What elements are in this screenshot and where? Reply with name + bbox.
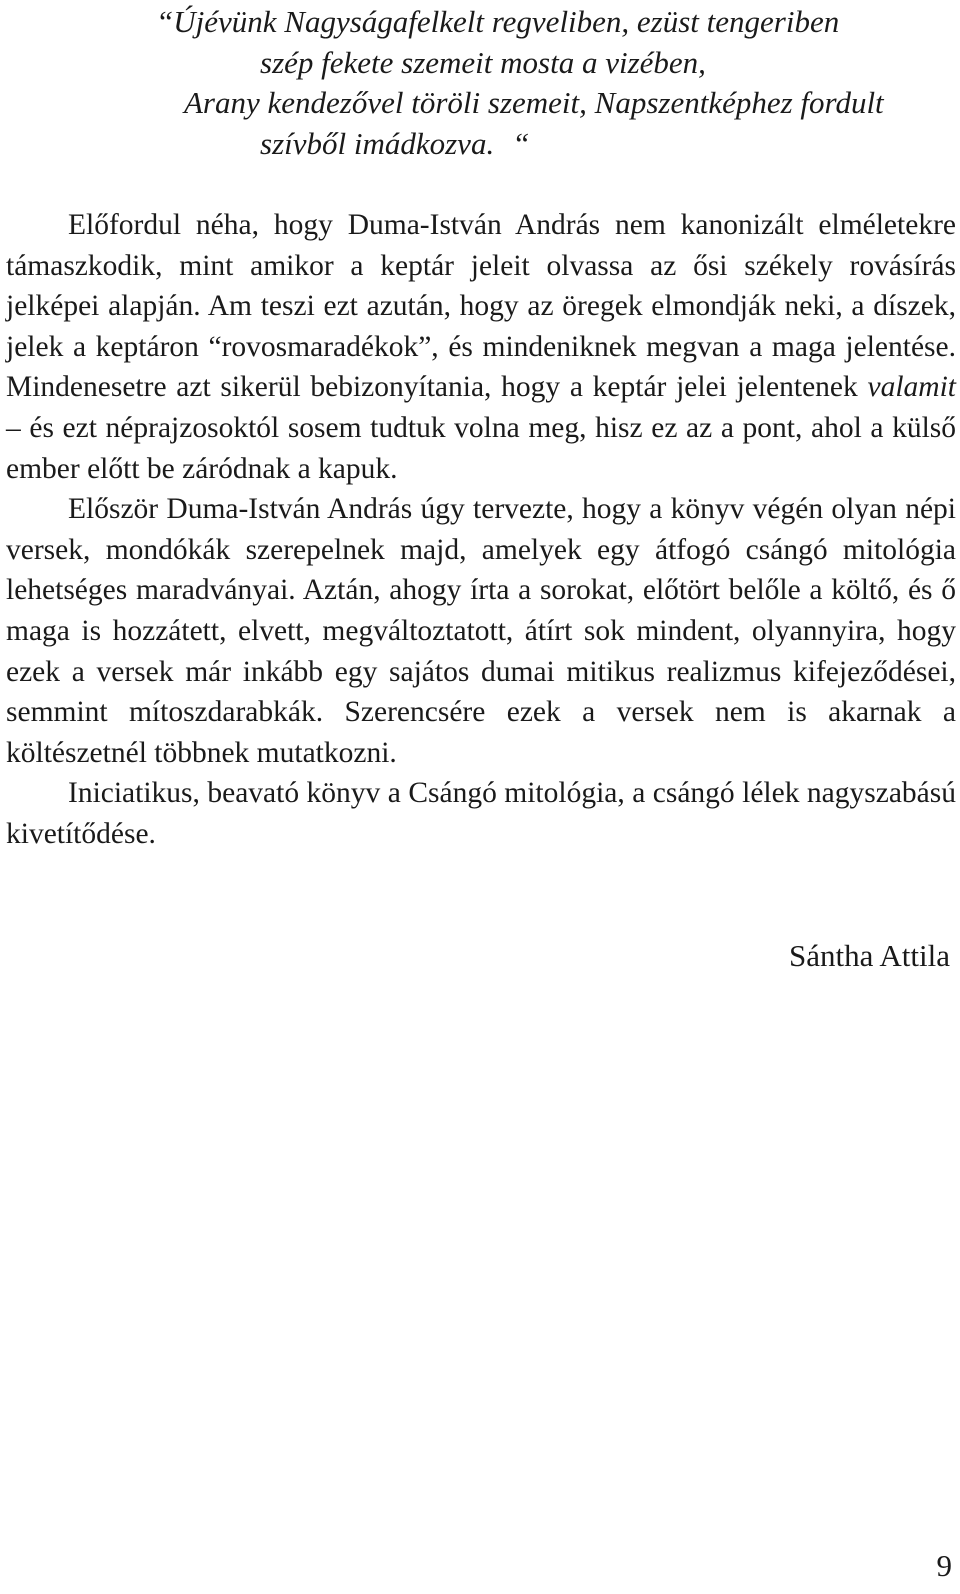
paragraph-1-part-b: – és ezt néprajzosoktól sosem tudtuk volna meg, hisz ez az a pont, ahol a külső ember előtt be záródnak a kapuk. <box>6 411 956 485</box>
poem-line-4 <box>156 124 956 165</box>
author-signature: Sántha Attila <box>788 938 950 973</box>
poem-quote <box>156 2 956 164</box>
poem-line-1: “Újévünk Nagyságafelkelt regveliben, ezüst tengeriben <box>156 4 840 39</box>
paragraph-3: Iniciatikus, beavató könyv a Csángó mitológia, a csángó lélek nagyszabású kivetítődése. <box>6 777 956 850</box>
poem-line-3: Arany kendezővel töröli szemeit, Napszentképhez fordult <box>184 85 884 120</box>
paragraph-2: Először Duma-István András úgy tervezte, hogy a könyv végén olyan népi versek, mondókák szerepelnek majd, amelyek egy átfogó csángó mitológia lehetséges maradványai. Aztán, ahogy írta a sorokat, előtört belőle a költő, és ő maga is hozzátett, elvett, megváltoztatott, átírt sok mindent, olyannyira, hogy ezek a versek már inkább egy sajátos dumai mitikus realizmus kifejeződései, semmint mítoszdarabkák. Szerencsére ezek a versek nem is akarnak a költészetnél többnek mutatkozni. <box>6 493 956 769</box>
paragraph-1-emphasis: valamit <box>867 371 956 404</box>
book-page <box>6 0 956 1594</box>
body-text <box>6 205 956 855</box>
paragraph-1 <box>6 205 956 489</box>
page-number: 9 <box>936 1548 952 1583</box>
poem-line-4-text: szívből imádkozva. <box>260 125 495 161</box>
paragraph-1-part-a: Előfordul néha, hogy Duma-István András nem kanonizált elméletekre támaszkodik, mint amikor a keptár jeleit olvassa az ősi székely rovásírás jelképei alapján. Am teszi ezt azután, hogy az öregek elmondják neki, a díszek, jelek a keptáron “rovosmaradékok”, és mindeniknek megvan a maga jelentése. Mindenesetre azt sikerül bebizonyítania, hogy a keptár jelei jelentenek <box>6 209 956 404</box>
poem-line-2: szép fekete szemeit mosta a vizében, <box>260 44 706 80</box>
poem-closing-quote: “ <box>512 125 530 161</box>
